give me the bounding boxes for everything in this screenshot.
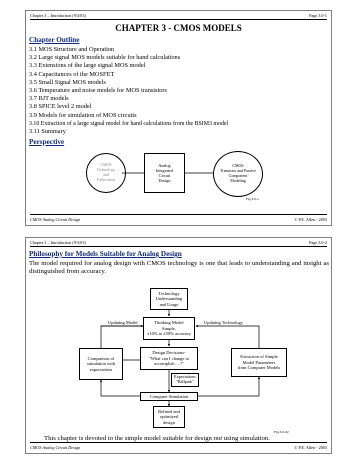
expectations-label: Expectations "Ballpark" [171,373,199,387]
slide-footer [30,445,327,450]
chapter-title: CHAPTER 3 - CMOS MODELS [115,23,242,33]
header-chapter: Chapter 3 – Introduction (9/3/03) [30,13,86,18]
footer-rule [30,214,327,215]
footer-copyright: © P.E. Allen - 2003 [294,217,327,222]
slide-page-2 [25,237,332,454]
figure-label: Fig.3.0-02 [274,430,289,434]
modeling-circle: CMOS Transistor and Passive Component Modeling [213,151,263,197]
thinking-model-box: Thinking Model Simple, ±10% to ±50% accuracy [143,317,195,340]
philosophy-title: Philosophy for Models Suitable for Analog Design [29,250,182,258]
closing-text: This chapter is devoted to the simple model suitable for design [44,435,214,442]
footer-copyright: © P.E. Allen - 2003 [294,445,327,450]
footer-rule [30,442,327,443]
closing-emphasis: not [213,435,223,442]
outline-item: 3.3 Extensions of the large signal MOS model [29,62,146,70]
technology-circle: CMOS Technology and Fabrication [86,153,126,193]
slide-footer [30,217,327,222]
computer-simulation-box: Computer Simulation [140,392,198,401]
outline-item: 3.4 Capacitances of the MOSFET [29,70,115,78]
design-decisions-box: Design Decisions- "What can I change to accomplish….?" [140,347,198,370]
outline-item: 3.8 SPICE level 2 model [29,103,92,111]
refined-design-box: Refined and optimized design [153,406,185,428]
technology-understanding-box: Technology Understanding and Usage [150,288,188,310]
outline-item: 3.6 Temperature and noise models for MOS transistors [29,87,167,95]
figure-label: Fig.3.0-1 [246,197,259,201]
footer-course: CMOS Analog Circuit Design [30,445,81,450]
header-page: Page 3.0-1 [309,13,327,18]
header-page: Page 3.0-2 [309,240,327,245]
updating-model-label: Updating Model [108,320,138,325]
outline-item: 3.9 Models for simulation of MOS circuits [29,111,137,119]
outline-item: 3.2 Large signal MOS models suitable for hand calculations [29,54,181,62]
header-chapter: Chapter 3 – Introduction (9/3/03) [30,240,86,245]
comparison-box: Comparison of simulation with expectations [79,348,123,380]
updating-technology-label: Updating Technology [204,320,243,325]
closing-text-end: using simulation. [222,435,270,442]
outline-item: 3.11 Summary [29,128,66,136]
outline-heading: Chapter Outline [29,36,80,44]
intro-paragraph: The model required for analog design with CMOS technology is one that leads to understanding and insight as distinguished from accuracy. [29,260,329,276]
outline-item: 3.7 BJT models [29,95,69,103]
analog-design-box: Analog Integrated Circuit Design [144,153,185,193]
outline-item: 3.5 Small Signal MOS models [29,78,106,86]
perspective-heading: Perspective [29,138,65,146]
outline-item: 3.1 MOS Structure and Operation [29,46,115,53]
footer-course: CMOS Analog Circuit Design [30,217,81,222]
slide-page-1 [25,10,332,226]
outline-item: 3.10 Extraction of a large signal model for hand calculations from the BSIM3 model [29,120,229,127]
diagram-connectors [26,11,333,227]
extraction-box: Extraction of Simple Model Parameters from Computer Models [231,348,287,377]
